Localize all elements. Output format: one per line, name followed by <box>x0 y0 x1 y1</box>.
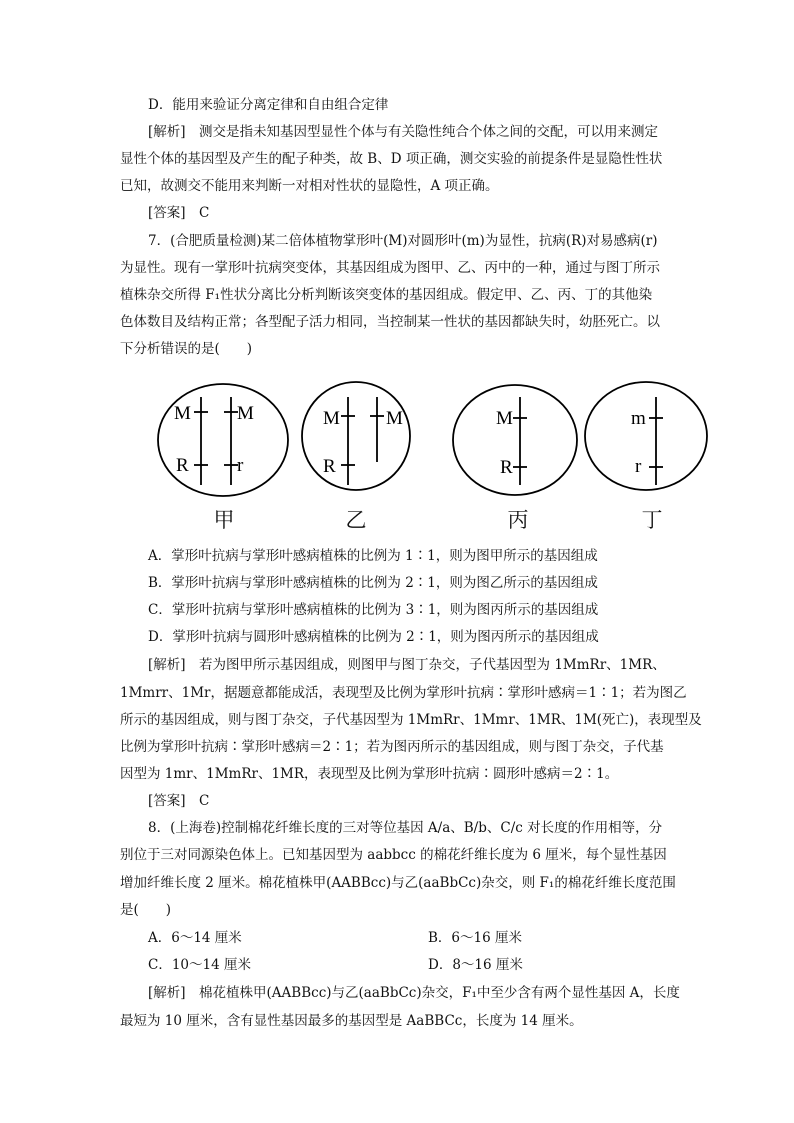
gene-label: M <box>237 403 254 424</box>
q7-analysis-line: 比例为掌形叶抗病∶掌形叶感病＝2∶1；若为图丙所示的基因组成，则与图丁杂交，子代基 <box>120 739 664 755</box>
q8-stem-line: 是( ) <box>120 902 172 918</box>
q7-option-d: D．掌形叶抗病与圆形叶感病植株的比例为 2∶1，则为图丙所示的基因组成 <box>148 629 599 645</box>
gene-label: R <box>176 455 189 476</box>
q7-stem-line: 7．(合肥质量检测)某二倍体植物掌形叶(M)对圆形叶(m)为显性，抗病(R)对易感病(r) <box>148 233 658 249</box>
gene-label: R <box>500 457 513 478</box>
q7-answer: [答案] C <box>148 793 210 809</box>
q8-stem-line: 8．(上海卷)控制棉花纤维长度的三对等位基因 A/a、B/b、C/c 对长度的作用相等，分 <box>148 820 663 836</box>
gene-label: M <box>174 403 191 424</box>
q8-option-c: C．10～14 厘米 <box>148 957 251 973</box>
q6-answer: [答案] C <box>148 205 210 221</box>
cell-circle-bing <box>453 385 577 495</box>
gene-label: M <box>386 408 403 429</box>
q7-analysis-line: 1Mmrr、1Mr，据题意都能成活，表现型及比例为掌形叶抗病∶掌形叶感病＝1∶1；若为图乙 <box>120 685 687 701</box>
q8-analysis-line: [解析] 棉花植株甲(AABBcc)与乙(aaBbCc)杂交，F₁中至少含有两个显性基因 A，长度 <box>148 985 680 1001</box>
q6-analysis-line: 显性个体的基因型及产生的配子种类，故 B、D 项正确，测交实验的前提条件是显隐性性状 <box>120 151 663 167</box>
q7-analysis-line: 所示的基因组成，则与图丁杂交，子代基因型为 1MmRr、1Mmr、1MR、1M(死亡)，表现型及 <box>120 712 702 728</box>
gene-label: R <box>323 456 336 477</box>
gene-label: r <box>237 455 244 476</box>
gene-label: M <box>323 408 340 429</box>
q8-analysis-line: 最短为 10 厘米，含有显性基因最多的基因型是 AaBBCc，长度为 14 厘米。 <box>120 1013 583 1029</box>
q8-option-a: A．6～14 厘米 <box>148 930 242 946</box>
q7-option-b: B．掌形叶抗病与掌形叶感病植株的比例为 2∶1，则为图乙所示的基因组成 <box>148 575 598 591</box>
q7-analysis-line: [解析] 若为图甲所示基因组成，则图甲与图丁杂交，子代基因型为 1MmRr、1MR、 <box>148 657 666 673</box>
q8-option-b: B．6～16 厘米 <box>428 930 522 946</box>
q8-stem-line: 增加纤维长度 2 厘米。棉花植株甲(AABBcc)与乙(aaBbCc)杂交，则 F₁的棉花纤维长度范围 <box>120 875 676 891</box>
figure-label-ding: 丁 <box>641 508 663 532</box>
q8-stem-line: 别位于三对同源染色体上。已知基因型为 aabbcc 的棉花纤维长度为 6 厘米，每个显性基因 <box>120 847 667 863</box>
figure-label-bing: 丙 <box>507 508 529 532</box>
q7-stem-line: 植株杂交所得 F₁性状分离比分析判断该突变体的基因组成。假定甲、乙、丙、丁的其他染 <box>120 287 653 303</box>
q6-analysis-line: [解析] 测交是指未知基因型显性个体与有关隐性纯合个体之间的交配，可以用来测定 <box>148 124 659 140</box>
gene-label: M <box>496 408 513 429</box>
q7-option-c: C．掌形叶抗病与掌形叶感病植株的比例为 3∶1，则为图丙所示的基因组成 <box>148 602 599 618</box>
figure-label-jia: 甲 <box>213 508 235 532</box>
q7-stem-line: 为显性。现有一掌形叶抗病突变体，其基因组成为图甲、乙、丙中的一种，通过与图丁所示 <box>120 260 660 276</box>
figure-label-yi: 乙 <box>345 508 367 532</box>
q6-analysis-line: 已知，故测交不能用来判断一对相对性状的显隐性，A 项正确。 <box>120 178 499 194</box>
q7-option-a: A．掌形叶抗病与掌形叶感病植株的比例为 1∶1，则为图甲所示的基因组成 <box>148 548 598 564</box>
q7-analysis-line: 因型为 1mr、1MmRr、1MR，表现型及比例为掌形叶抗病∶圆形叶感病＝2∶1。 <box>120 766 619 782</box>
q7-stem-line: 色体数目及结构正常；各型配子活力相同，当控制某一性状的基因都缺失时，幼胚死亡。以 <box>120 314 660 330</box>
gene-label: m <box>631 408 646 429</box>
q8-option-d: D．8～16 厘米 <box>428 957 523 973</box>
q7-stem-line: 下分析错误的是( ) <box>120 341 253 357</box>
q6-option-d: D．能用来验证分离定律和自由组合定律 <box>148 97 389 113</box>
cell-circle-ding <box>585 382 707 490</box>
gene-label: r <box>635 456 642 477</box>
cell-circle-yi <box>302 382 410 490</box>
cell-circle-jia <box>158 384 288 496</box>
